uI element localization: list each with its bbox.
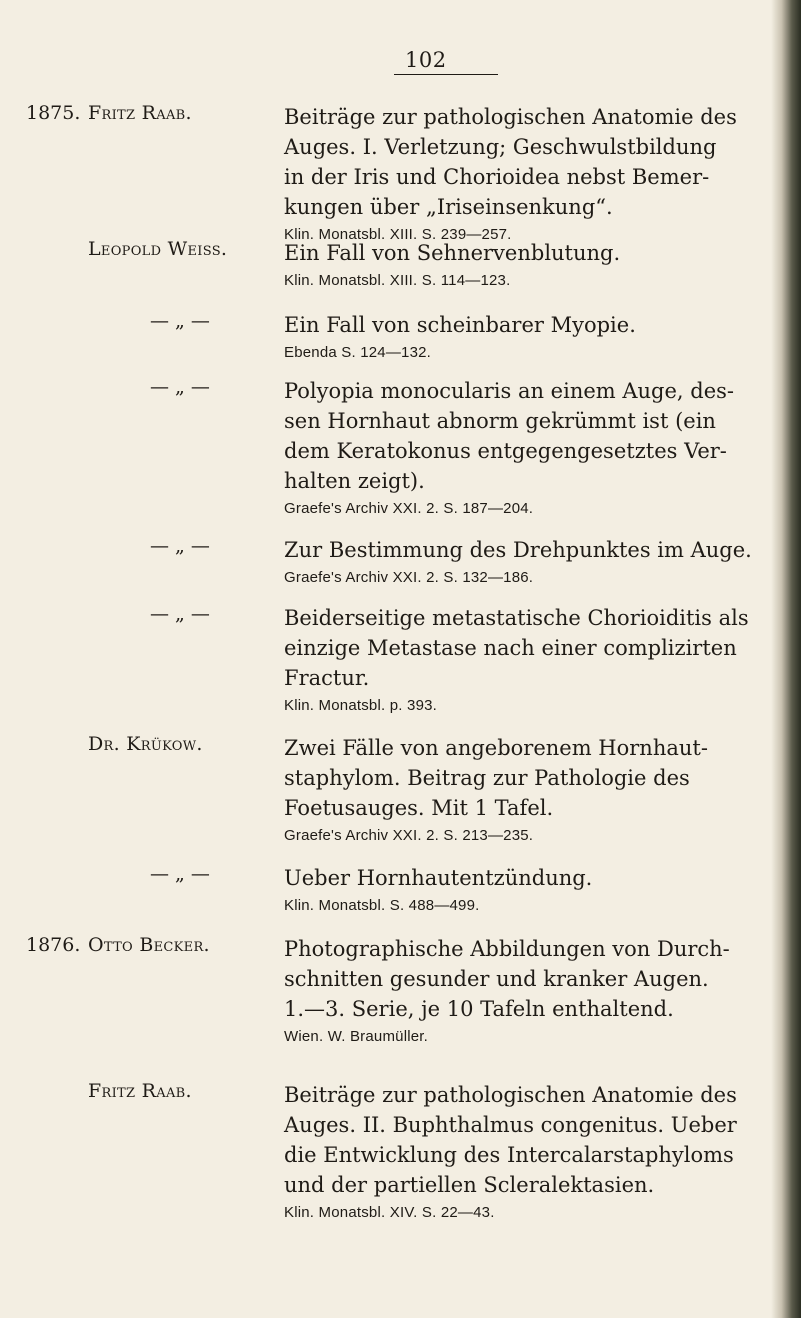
- entry-body: [284, 863, 766, 919]
- entry-body: [284, 733, 766, 849]
- entry-title-line: staphylom. Beitrag zur Pathologie des: [284, 766, 690, 790]
- entry-author: — „ —: [150, 863, 210, 885]
- entry-author: Fritz Raab.: [88, 102, 192, 124]
- entry-citation: Klin. Monatsbl. XIII. S. 239—257.: [284, 226, 512, 243]
- entry-author: Dr. Krükow.: [88, 733, 203, 755]
- entry-title-line: Beiträge zur pathologischen Anatomie des: [284, 1083, 737, 1107]
- entry-citation: Graefe's Archiv XXI. 2. S. 132—186.: [284, 569, 534, 586]
- entry-author: — „ —: [150, 310, 210, 332]
- entry-title-line: Beiderseitige metastatische Chorioiditis als: [284, 606, 749, 630]
- entry-year: 1875.: [26, 102, 81, 124]
- entry-title-line: Zwei Fälle von angeborenem Hornhaut-: [284, 736, 708, 760]
- entry-title-line: Polyopia monocularis an einem Auge, des-: [284, 379, 735, 403]
- scan-edge: [771, 0, 801, 1318]
- entry-title-line: 1.—3. Serie, je 10 Tafeln enthaltend.: [284, 997, 674, 1021]
- entry-title-line: Beiträge zur pathologischen Anatomie des: [284, 105, 737, 129]
- entry-title-line: Zur Bestimmung des Drehpunktes im Auge.: [284, 538, 752, 562]
- entry-title-line: Foetusauges. Mit 1 Tafel.: [284, 796, 554, 820]
- entry-author: — „ —: [150, 376, 210, 398]
- entry-author: Fritz Raab.: [88, 1080, 192, 1102]
- entry-citation: Klin. Monatsbl. S. 488—499.: [284, 897, 480, 914]
- entry-title-line: Ein Fall von scheinbarer Myopie.: [284, 313, 636, 337]
- entry-body: [284, 535, 766, 591]
- entry-title-line: schnitten gesunder und kranker Augen.: [284, 967, 709, 991]
- entry-citation: Klin. Monatsbl. p. 393.: [284, 697, 438, 714]
- entry-citation: Klin. Monatsbl. XIII. S. 114—123.: [284, 272, 511, 289]
- entry-author: — „ —: [150, 603, 210, 625]
- entry-citation: Graefe's Archiv XXI. 2. S. 213—235.: [284, 827, 534, 844]
- entry-body: [284, 238, 766, 294]
- entry-citation: Ebenda S. 124—132.: [284, 344, 432, 361]
- entry-title-line: kungen über „Iriseinsenkung“.: [284, 195, 613, 219]
- entry-title-line: Ein Fall von Sehnervenblutung.: [284, 241, 621, 265]
- entry-title-line: Auges. II. Buphthalmus congenitus. Ueber: [284, 1113, 737, 1137]
- entry-title-line: und der partiellen Scleralektasien.: [284, 1173, 655, 1197]
- entry-body: [284, 934, 766, 1050]
- entry-title-line: halten zeigt).: [284, 469, 425, 493]
- entry-author: — „ —: [150, 535, 210, 557]
- entry-title-line: Fractur.: [284, 666, 370, 690]
- entry-title-line: Ueber Hornhautentzündung.: [284, 866, 593, 890]
- entry-title-line: dem Keratokonus entgegengesetztes Ver-: [284, 439, 727, 463]
- entry-citation: Wien. W. Braumüller.: [284, 1028, 429, 1045]
- entry-body: [284, 310, 766, 366]
- entry-title-line: Auges. I. Verletzung; Geschwulstbildung: [284, 135, 717, 159]
- page-number-rule: [394, 74, 498, 75]
- entry-body: [284, 603, 766, 719]
- entry-body: [284, 1080, 766, 1226]
- entry-citation: Klin. Monatsbl. XIV. S. 22—43.: [284, 1204, 495, 1221]
- entry-title-line: sen Hornhaut abnorm gekrümmt ist (ein: [284, 409, 716, 433]
- entry-citation: Graefe's Archiv XXI. 2. S. 187—204.: [284, 500, 534, 517]
- entry-body: [284, 102, 766, 248]
- entry-title-line: in der Iris und Chorioidea nebst Bemer-: [284, 165, 710, 189]
- entry-body: [284, 376, 766, 522]
- entry-author: Otto Becker.: [88, 934, 210, 956]
- entry-title-line: die Entwicklung des Intercalarstaphyloms: [284, 1143, 734, 1167]
- entry-title-line: Photographische Abbildungen von Durch-: [284, 937, 730, 961]
- entry-year: 1876.: [26, 934, 81, 956]
- page-number: 102: [405, 48, 447, 72]
- entry-title-line: einzige Metastase nach einer complizirten: [284, 636, 737, 660]
- entry-author: Leopold Weiss.: [88, 238, 228, 260]
